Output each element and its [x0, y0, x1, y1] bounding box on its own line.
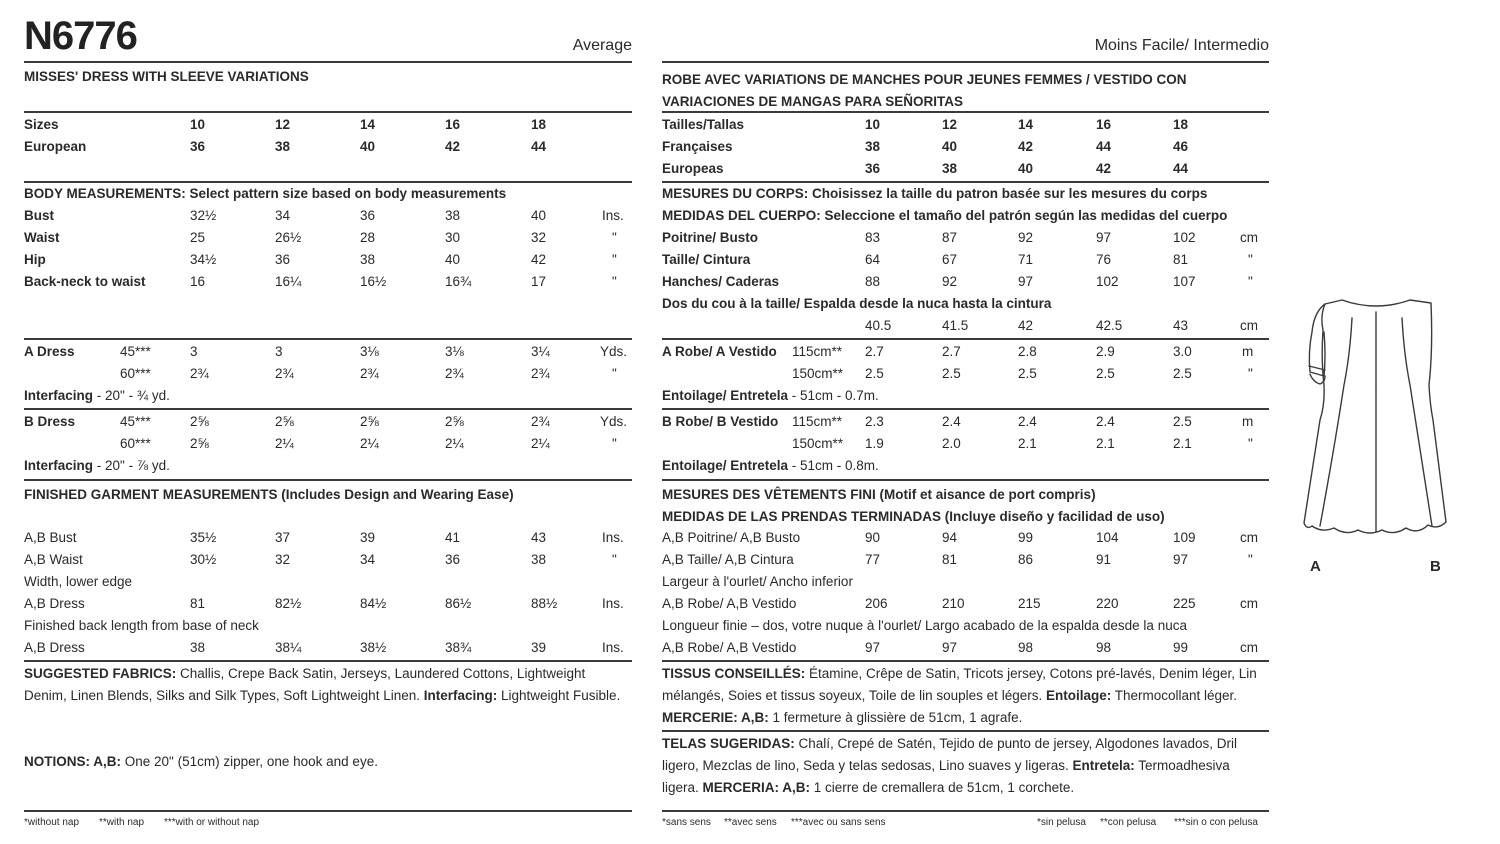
skill-level-fr-es: Moins Facile/ Intermedio	[1094, 37, 1269, 54]
footnote-nap: *without nap	[24, 817, 80, 828]
divider	[662, 408, 1269, 410]
divider	[662, 479, 1269, 481]
divider	[662, 338, 1269, 340]
back-neck-label: Dos du cou à la taille/ Espalda desde la nuca hasta la cintura	[662, 296, 1052, 311]
garment-title-en: MISSES' DRESS WITH SLEEVE VARIATIONS	[24, 69, 309, 84]
divider	[662, 810, 1269, 812]
dress-a-interfacing: Interfacing - 20" - ¾ yd.	[24, 388, 170, 403]
garment-title-fr-es: ROBE AVEC VARIATIONS DE MANCHES POUR JEUNES FEMMES / VESTIDO CON VARIACIONES DE MANGAS PARA SEÑORITAS	[662, 72, 1187, 109]
footnote-pelusa: **con pelusa	[1100, 817, 1157, 828]
body-measurements-heading-es: MEDIDAS DEL CUERPO: Seleccione el tamaño del patrón según las medidas del cuerpo	[662, 208, 1228, 223]
footnote-pelusa: *sin pelusa	[1037, 817, 1086, 828]
divider	[24, 479, 632, 481]
dress-a-interfacing: Entoilage/ Entretela - 51cm - 0.7m.	[662, 388, 879, 403]
footnote-sens: *sans sens	[662, 817, 711, 828]
finished-measurements-heading-fr: MESURES DES VÊTEMENTS FINI (Motif et aisance de port compris)	[662, 487, 1096, 502]
view-b-label: B	[1430, 558, 1441, 575]
divider	[662, 181, 1269, 183]
divider	[662, 660, 1269, 662]
divider	[662, 730, 1269, 732]
divider	[24, 408, 632, 410]
suggested-fabrics: SUGGESTED FABRICS: Challis, Crepe Back Satin, Jerseys, Laundered Cottons, Lightweight Denim, Linen Blends, Silks and Silk Types, Soft Lightweight Linen. Interfacing: Lightweight Fusible.	[24, 666, 621, 703]
view-a-label: A	[1310, 558, 1321, 575]
footnote-pelusa: ***sin o con pelusa	[1174, 817, 1258, 828]
footnote-sens: **avec sens	[724, 817, 777, 828]
footnote-nap: ***with or without nap	[164, 817, 260, 828]
body-measurements-heading: BODY MEASUREMENTS: Select pattern size based on body measurements	[24, 186, 507, 201]
dress-illustration	[1290, 290, 1465, 560]
notions: NOTIONS: A,B: One 20" (51cm) zipper, one hook and eye.	[24, 754, 378, 769]
footnote-sens: ***avec ou sans sens	[791, 817, 886, 828]
back-length-label: Finished back length from base of neck	[24, 618, 259, 633]
divider	[24, 111, 632, 113]
divider	[24, 61, 632, 63]
divider	[24, 338, 632, 340]
footnote-nap: **with nap	[99, 817, 145, 828]
suggested-fabrics-es: TELAS SUGERIDAS: Chalí, Crepé de Satén, Tejido de punto de jersey, Algodones lavados, Dril ligero, Mezclas de lino, Seda y telas sedosas, Lino suaves y ligeras. Entretela: Termoadhesiva ligera. MERCERIA: A,B: 1 cierre de cremallera de 51cm, 1 corchete.	[662, 736, 1238, 795]
divider	[24, 660, 632, 662]
divider	[24, 810, 632, 812]
seam-right	[1402, 318, 1432, 526]
pattern-number: N6776	[24, 14, 137, 58]
suggested-fabrics-fr: TISSUS CONSEILLÉS: Étamine, Crêpe de Satin, Tricots jersey, Cotons pré-lavés, Denim léger, Lin mélangés, Soies et tissus soyeux, Toile de lin souples et légers. Entoilage: Thermocollant léger. MERCERIE: A,B: 1 fermeture à glissière de 51cm, 1 agrafe.	[662, 666, 1257, 725]
back-length-label: Longueur finie – dos, votre nuque à l'ourlet/ Largo acabado de la espalda desde la nuca	[662, 618, 1187, 633]
width-lower-edge-label: Width, lower edge	[24, 574, 133, 589]
width-lower-edge-label: Largeur à l'ourlet/ Ancho inferior	[662, 574, 853, 589]
finished-measurements-heading-es: MEDIDAS DE LAS PRENDAS TERMINADAS (Incluye diseño y facilidad de uso)	[662, 509, 1165, 524]
divider	[24, 181, 632, 183]
body-measurements-heading-fr: MESURES DU CORPS: Choisissez la taille du patron basée sur les mesures du corps	[662, 186, 1208, 201]
skill-level-en: Average	[572, 37, 632, 54]
divider	[662, 61, 1269, 63]
dress-b-interfacing: Interfacing - 20" - ⅞ yd.	[24, 458, 170, 473]
divider	[662, 111, 1269, 113]
dress-b-interfacing: Entoilage/ Entretela - 51cm - 0.8m.	[662, 458, 879, 473]
finished-measurements-heading: FINISHED GARMENT MEASUREMENTS (Includes Design and Wearing Ease)	[24, 487, 514, 502]
